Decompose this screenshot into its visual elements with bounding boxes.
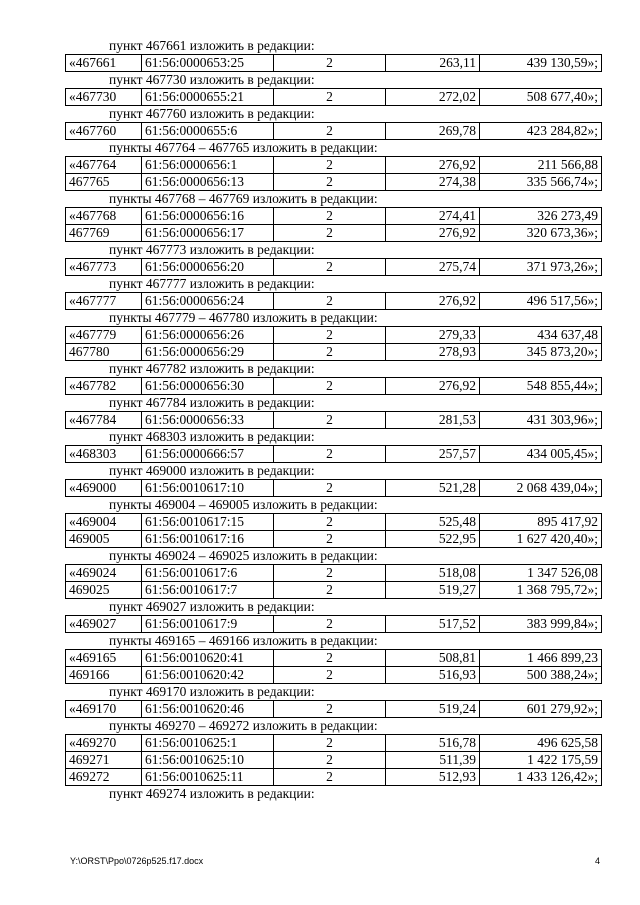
amendment-table xyxy=(65,292,602,310)
table-row xyxy=(66,174,602,191)
cadastral-number-cell: 61:56:0000656:16 xyxy=(142,208,274,225)
cadastral-number-cell: 61:56:0000656:26 xyxy=(142,327,274,344)
cadastral-number-cell: 61:56:0010617:9 xyxy=(142,616,274,633)
item-number-cell: «467777 xyxy=(66,293,142,310)
area-cell: 519,24 xyxy=(386,701,480,718)
amendment-heading: пункт 469274 изложить в редакции: xyxy=(109,786,315,801)
area-cell: 272,02 xyxy=(386,89,480,106)
amendment-table xyxy=(65,88,602,106)
item-number-cell: «467760 xyxy=(66,123,142,140)
area-cell: 269,78 xyxy=(386,123,480,140)
value-cell: 500 388,24»; xyxy=(480,667,602,684)
category-cell: 2 xyxy=(274,259,386,276)
category-cell: 2 xyxy=(274,735,386,752)
category-cell: 2 xyxy=(274,446,386,463)
amendment-table xyxy=(65,479,602,497)
item-number-cell: «467779 xyxy=(66,327,142,344)
value-cell: 326 273,49 xyxy=(480,208,602,225)
amendment-heading: пункты 469024 – 469025 изложить в редакции: xyxy=(109,548,378,563)
category-cell: 2 xyxy=(274,769,386,786)
value-cell: 1 422 175,59 xyxy=(480,752,602,769)
amendment-heading: пункты 467764 – 467765 изложить в редакции: xyxy=(109,140,378,155)
item-number-cell: «469024 xyxy=(66,565,142,582)
table-row xyxy=(66,378,602,395)
amendment-table xyxy=(65,258,602,276)
value-cell: 1 433 126,42»; xyxy=(480,769,602,786)
area-cell: 522,95 xyxy=(386,531,480,548)
table-row xyxy=(66,769,602,786)
cadastral-number-cell: 61:56:0010617:6 xyxy=(142,565,274,582)
category-cell: 2 xyxy=(274,752,386,769)
amendment-table xyxy=(65,700,602,718)
amendment-heading: пункты 467768 – 467769 изложить в редакции: xyxy=(109,191,378,206)
cadastral-number-cell: 61:56:0010617:15 xyxy=(142,514,274,531)
area-cell: 511,39 xyxy=(386,752,480,769)
category-cell: 2 xyxy=(274,701,386,718)
amendment-heading: пункты 467779 – 467780 изложить в редакции: xyxy=(109,310,378,325)
category-cell: 2 xyxy=(274,293,386,310)
value-cell: 548 855,44»; xyxy=(480,378,602,395)
category-cell: 2 xyxy=(274,225,386,242)
document-body xyxy=(65,38,601,802)
value-cell: 211 566,88 xyxy=(480,157,602,174)
area-cell: 274,38 xyxy=(386,174,480,191)
area-cell: 276,92 xyxy=(386,293,480,310)
category-cell: 2 xyxy=(274,55,386,72)
cadastral-number-cell: 61:56:0000656:1 xyxy=(142,157,274,174)
table-row xyxy=(66,480,602,497)
amendment-heading: пункты 469165 – 469166 изложить в редакции: xyxy=(109,633,378,648)
value-cell: 496 517,56»; xyxy=(480,293,602,310)
area-cell: 276,92 xyxy=(386,378,480,395)
amendment-heading: пункт 467760 изложить в редакции: xyxy=(109,106,315,121)
amendment-table xyxy=(65,122,602,140)
table-row xyxy=(66,412,602,429)
area-cell: 516,78 xyxy=(386,735,480,752)
amendment-heading: пункт 468303 изложить в редакции: xyxy=(109,429,315,444)
amendment-table xyxy=(65,207,602,242)
category-cell: 2 xyxy=(274,480,386,497)
amendment-table xyxy=(65,445,602,463)
category-cell: 2 xyxy=(274,157,386,174)
table-row xyxy=(66,667,602,684)
cadastral-number-cell: 61:56:0010625:1 xyxy=(142,735,274,752)
amendment-table xyxy=(65,326,602,361)
table-row xyxy=(66,55,602,72)
value-cell: 431 303,96»; xyxy=(480,412,602,429)
cadastral-number-cell: 61:56:0000656:30 xyxy=(142,378,274,395)
value-cell: 439 130,59»; xyxy=(480,55,602,72)
item-number-cell: «467782 xyxy=(66,378,142,395)
amendment-table xyxy=(65,649,602,684)
category-cell: 2 xyxy=(274,89,386,106)
cadastral-number-cell: 61:56:0000656:17 xyxy=(142,225,274,242)
page-number: 4 xyxy=(594,856,600,866)
item-number-cell: «469004 xyxy=(66,514,142,531)
page-footer xyxy=(70,856,600,870)
area-cell: 512,93 xyxy=(386,769,480,786)
item-number-cell: «469165 xyxy=(66,650,142,667)
file-path: Y:\ORST\Ppo\0726p525.f17.docx xyxy=(70,856,204,866)
cadastral-number-cell: 61:56:0000653:25 xyxy=(142,55,274,72)
area-cell: 525,48 xyxy=(386,514,480,531)
category-cell: 2 xyxy=(274,123,386,140)
category-cell: 2 xyxy=(274,667,386,684)
value-cell: 1 627 420,40»; xyxy=(480,531,602,548)
value-cell: 320 673,36»; xyxy=(480,225,602,242)
area-cell: 274,41 xyxy=(386,208,480,225)
cadastral-number-cell: 61:56:0000655:6 xyxy=(142,123,274,140)
category-cell: 2 xyxy=(274,174,386,191)
value-cell: 345 873,20»; xyxy=(480,344,602,361)
table-row xyxy=(66,565,602,582)
item-number-cell: 469166 xyxy=(66,667,142,684)
value-cell: 1 466 899,23 xyxy=(480,650,602,667)
cadastral-number-cell: 61:56:0010625:10 xyxy=(142,752,274,769)
area-cell: 519,27 xyxy=(386,582,480,599)
item-number-cell: 469271 xyxy=(66,752,142,769)
value-cell: 895 417,92 xyxy=(480,514,602,531)
area-cell: 276,92 xyxy=(386,225,480,242)
item-number-cell: 469005 xyxy=(66,531,142,548)
value-cell: 371 973,26»; xyxy=(480,259,602,276)
table-row xyxy=(66,208,602,225)
category-cell: 2 xyxy=(274,378,386,395)
value-cell: 434 005,45»; xyxy=(480,446,602,463)
category-cell: 2 xyxy=(274,514,386,531)
value-cell: 434 637,48 xyxy=(480,327,602,344)
table-row xyxy=(66,259,602,276)
amendment-table xyxy=(65,377,602,395)
amendment-table xyxy=(65,411,602,429)
table-row xyxy=(66,89,602,106)
cadastral-number-cell: 61:56:0010617:16 xyxy=(142,531,274,548)
value-cell: 423 284,82»; xyxy=(480,123,602,140)
area-cell: 257,57 xyxy=(386,446,480,463)
category-cell: 2 xyxy=(274,327,386,344)
value-cell: 383 999,84»; xyxy=(480,616,602,633)
category-cell: 2 xyxy=(274,531,386,548)
table-row xyxy=(66,327,602,344)
category-cell: 2 xyxy=(274,650,386,667)
value-cell: 335 566,74»; xyxy=(480,174,602,191)
item-number-cell: «469170 xyxy=(66,701,142,718)
area-cell: 281,53 xyxy=(386,412,480,429)
item-number-cell: 469025 xyxy=(66,582,142,599)
item-number-cell: «467661 xyxy=(66,55,142,72)
item-number-cell: 467769 xyxy=(66,225,142,242)
amendment-table xyxy=(65,513,602,548)
area-cell: 508,81 xyxy=(386,650,480,667)
cadastral-number-cell: 61:56:0010617:10 xyxy=(142,480,274,497)
table-row xyxy=(66,582,602,599)
amendment-heading: пункт 467777 изложить в редакции: xyxy=(109,276,315,291)
table-row xyxy=(66,446,602,463)
cadastral-number-cell: 61:56:0000666:57 xyxy=(142,446,274,463)
table-row xyxy=(66,531,602,548)
table-row xyxy=(66,344,602,361)
item-number-cell: «467764 xyxy=(66,157,142,174)
value-cell: 601 279,92»; xyxy=(480,701,602,718)
area-cell: 518,08 xyxy=(386,565,480,582)
category-cell: 2 xyxy=(274,344,386,361)
area-cell: 278,93 xyxy=(386,344,480,361)
item-number-cell: «469000 xyxy=(66,480,142,497)
table-row xyxy=(66,123,602,140)
item-number-cell: «467773 xyxy=(66,259,142,276)
table-row xyxy=(66,650,602,667)
amendment-heading: пункт 469000 изложить в редакции: xyxy=(109,463,315,478)
value-cell: 508 677,40»; xyxy=(480,89,602,106)
table-row xyxy=(66,616,602,633)
table-row xyxy=(66,752,602,769)
category-cell: 2 xyxy=(274,616,386,633)
item-number-cell: 467765 xyxy=(66,174,142,191)
area-cell: 276,92 xyxy=(386,157,480,174)
area-cell: 279,33 xyxy=(386,327,480,344)
cadastral-number-cell: 61:56:0010620:42 xyxy=(142,667,274,684)
cadastral-number-cell: 61:56:0000656:29 xyxy=(142,344,274,361)
item-number-cell: 467780 xyxy=(66,344,142,361)
item-number-cell: 469272 xyxy=(66,769,142,786)
table-row xyxy=(66,514,602,531)
table-row xyxy=(66,225,602,242)
amendment-table xyxy=(65,54,602,72)
category-cell: 2 xyxy=(274,208,386,225)
amendment-heading: пункт 467782 изложить в редакции: xyxy=(109,361,315,376)
cadastral-number-cell: 61:56:0000656:24 xyxy=(142,293,274,310)
item-number-cell: «467730 xyxy=(66,89,142,106)
area-cell: 516,93 xyxy=(386,667,480,684)
value-cell: 496 625,58 xyxy=(480,735,602,752)
value-cell: 1 347 526,08 xyxy=(480,565,602,582)
amendment-heading: пункт 467661 изложить в редакции: xyxy=(109,38,315,53)
item-number-cell: «468303 xyxy=(66,446,142,463)
amendment-table xyxy=(65,156,602,191)
cadastral-number-cell: 61:56:0010617:7 xyxy=(142,582,274,599)
amendment-heading: пункты 469004 – 469005 изложить в редакции: xyxy=(109,497,378,512)
table-row xyxy=(66,293,602,310)
item-number-cell: «467784 xyxy=(66,412,142,429)
cadastral-number-cell: 61:56:0010620:41 xyxy=(142,650,274,667)
amendment-heading: пункт 469027 изложить в редакции: xyxy=(109,599,315,614)
category-cell: 2 xyxy=(274,582,386,599)
area-cell: 263,11 xyxy=(386,55,480,72)
area-cell: 275,74 xyxy=(386,259,480,276)
cadastral-number-cell: 61:56:0010625:11 xyxy=(142,769,274,786)
category-cell: 2 xyxy=(274,412,386,429)
cadastral-number-cell: 61:56:0000656:20 xyxy=(142,259,274,276)
cadastral-number-cell: 61:56:0000656:33 xyxy=(142,412,274,429)
amendment-table xyxy=(65,734,602,786)
value-cell: 1 368 795,72»; xyxy=(480,582,602,599)
amendment-table xyxy=(65,615,602,633)
table-row xyxy=(66,735,602,752)
cadastral-number-cell: 61:56:0000656:13 xyxy=(142,174,274,191)
item-number-cell: «467768 xyxy=(66,208,142,225)
amendment-heading: пункт 467730 изложить в редакции: xyxy=(109,72,315,87)
cadastral-number-cell: 61:56:0000655:21 xyxy=(142,89,274,106)
table-row xyxy=(66,157,602,174)
area-cell: 517,52 xyxy=(386,616,480,633)
item-number-cell: «469027 xyxy=(66,616,142,633)
amendment-heading: пункт 467773 изложить в редакции: xyxy=(109,242,315,257)
cadastral-number-cell: 61:56:0010620:46 xyxy=(142,701,274,718)
category-cell: 2 xyxy=(274,565,386,582)
amendment-heading: пункты 469270 – 469272 изложить в редакции: xyxy=(109,718,378,733)
amendment-table xyxy=(65,564,602,599)
amendment-heading: пункт 469170 изложить в редакции: xyxy=(109,684,315,699)
table-row xyxy=(66,701,602,718)
area-cell: 521,28 xyxy=(386,480,480,497)
item-number-cell: «469270 xyxy=(66,735,142,752)
value-cell: 2 068 439,04»; xyxy=(480,480,602,497)
amendment-heading: пункт 467784 изложить в редакции: xyxy=(109,395,315,410)
